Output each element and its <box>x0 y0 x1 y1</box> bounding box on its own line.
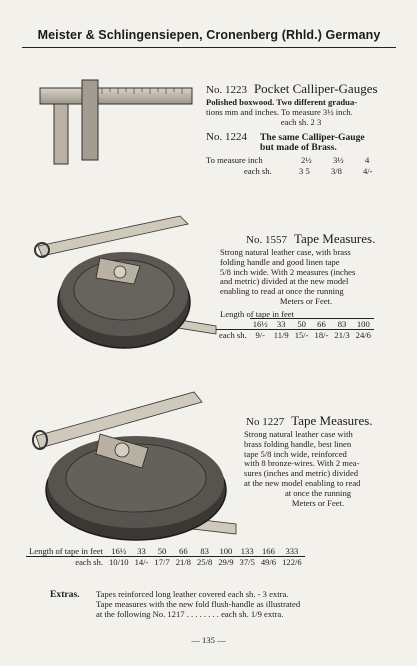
tape-1227-title: Tape Measures. <box>291 413 373 428</box>
description-line: Strong natural leather case, with brass <box>220 247 351 257</box>
price-cell: 21/8 <box>173 557 194 568</box>
price-label: each sh. <box>244 166 272 176</box>
tape-1557-length-label: Length of tape in feet <box>220 309 294 319</box>
header-rule <box>22 47 396 48</box>
length-cell: 16½ <box>250 319 271 330</box>
price-value: 4/- <box>363 166 373 176</box>
brass-calliper-item-number: No. 1224 <box>206 131 247 143</box>
length-cell: 16½ <box>111 546 127 556</box>
length-cell: 100 <box>219 546 233 556</box>
description-line: brass folding handle, best linen <box>244 438 352 449</box>
price-value: 3 5 <box>299 166 310 176</box>
description-line: enabling to read at once the running <box>220 286 344 297</box>
description-line: Meters or Feet. <box>291 497 345 508</box>
price-cell: 37/5 <box>237 557 258 568</box>
brass-calliper-title-line2: but made of Brass. <box>260 142 337 153</box>
price-cell: 21/3 <box>331 330 352 341</box>
description-line: folding handle and good linen tape <box>220 256 340 267</box>
length-cell: 83 <box>331 319 352 330</box>
price-label: each sh. <box>26 557 106 568</box>
length-row <box>216 319 374 330</box>
price-cell: 9/- <box>250 330 271 341</box>
extras-line: at the following No. 1217 . . . . . . . . each sh. 1/9 extra. <box>96 608 284 619</box>
calliper-title: Pocket Calliper-Gauges <box>253 81 378 96</box>
price-cell: 122/6 <box>279 557 305 568</box>
price-cell: 25/8 <box>194 557 215 568</box>
tape-1557-item-number: No. 1557 <box>246 234 287 246</box>
description-line: with 8 bronze-wires. With 2 mea- <box>244 458 360 469</box>
tape-1227-item-number: No 1227 <box>246 416 285 428</box>
length-cell: 83 <box>200 546 209 556</box>
tape-1227-description <box>244 430 392 508</box>
tape-measure-1557-illustration <box>30 208 218 352</box>
length-cell: 50 <box>157 546 167 556</box>
length-label: Length of tape in feet <box>29 546 103 556</box>
page-number: — 135 — <box>191 635 226 645</box>
price-cell: 24/6 <box>353 330 374 341</box>
measure-value: 2½ <box>301 155 312 165</box>
length-cell: 133 <box>240 546 254 556</box>
calliper-item-number: No. 1223 <box>206 84 247 96</box>
length-row <box>26 546 305 557</box>
measure-label: To measure inch <box>206 155 263 165</box>
brass-calliper-measure-row <box>206 156 396 166</box>
length-cell: 66 <box>179 546 188 556</box>
tape-1557-title: Tape Measures. <box>293 231 376 246</box>
calliper-title-line <box>206 80 396 98</box>
measure-value: 4 <box>365 155 370 165</box>
price-value: 3/8 <box>331 166 342 176</box>
length-cell: 33 <box>137 546 146 556</box>
length-cell: 50 <box>292 319 312 330</box>
description-line: Meters or Feet. <box>279 295 333 306</box>
brass-calliper-title-line1: The same Calliper-Gauge <box>260 132 365 143</box>
description-line: at the new model enabling to read <box>244 477 361 488</box>
calliper-desc-line1: Polished boxwood. Two different gradua- <box>206 97 358 107</box>
calliper-price: each sh. 2 3 <box>280 117 322 127</box>
price-cell: 18/- <box>312 330 332 341</box>
tape-1557-title-line <box>246 230 396 248</box>
length-cell: 33 <box>271 319 292 330</box>
tape-1557-price-table <box>216 318 374 340</box>
length-cell: 333 <box>285 546 299 556</box>
extras-text <box>96 590 396 619</box>
description-line: at once the running <box>284 487 352 498</box>
tape-measure-1227-illustration <box>26 386 238 546</box>
extras-line: Tape measures with the new fold flush-handle as illustrated <box>96 598 301 609</box>
calliper-gauge-illustration <box>38 70 196 170</box>
price-cell: 10/10 <box>106 557 132 568</box>
calliper-desc-line2: tions mm and inches. To measure 3½ inch. <box>206 107 353 117</box>
tape-1227-price-table <box>26 546 305 567</box>
extras-line: Tapes reinforced long leather covered each sh. - 3 extra. <box>96 589 289 599</box>
price-cell: 14/- <box>132 557 152 568</box>
length-cell: 166 <box>262 546 275 556</box>
description-line: 5/8 inch wide. With 2 measures (inches <box>220 266 356 277</box>
price-cell: 15/- <box>292 330 312 341</box>
description-line: sures (inches and metric) divided <box>244 468 359 479</box>
price-cell: 49/6 <box>258 557 279 568</box>
price-label: each sh. <box>216 330 250 341</box>
length-cell: 100 <box>353 319 374 330</box>
tape-1227-title-line <box>246 412 396 430</box>
price-row <box>26 557 305 568</box>
price-cell: 11/9 <box>271 330 292 341</box>
extras-label: Extras. <box>50 589 80 600</box>
price-cell: 29/9 <box>215 557 236 568</box>
length-cell: 66 <box>312 319 332 330</box>
price-cell: 17/7 <box>151 557 172 568</box>
measure-value: 3½ <box>333 155 344 165</box>
description-line: tape 5/8 inch wide, reinforced <box>244 448 347 459</box>
tape-1557-description <box>220 248 392 307</box>
price-row <box>216 330 374 341</box>
description-line: Strong natural leather case with <box>244 429 353 439</box>
page-header: Meister & Schlingensiepen, Cronenberg (Rhld.) Germany <box>37 28 381 42</box>
description-line: and metric) divided at the new model <box>220 276 349 287</box>
